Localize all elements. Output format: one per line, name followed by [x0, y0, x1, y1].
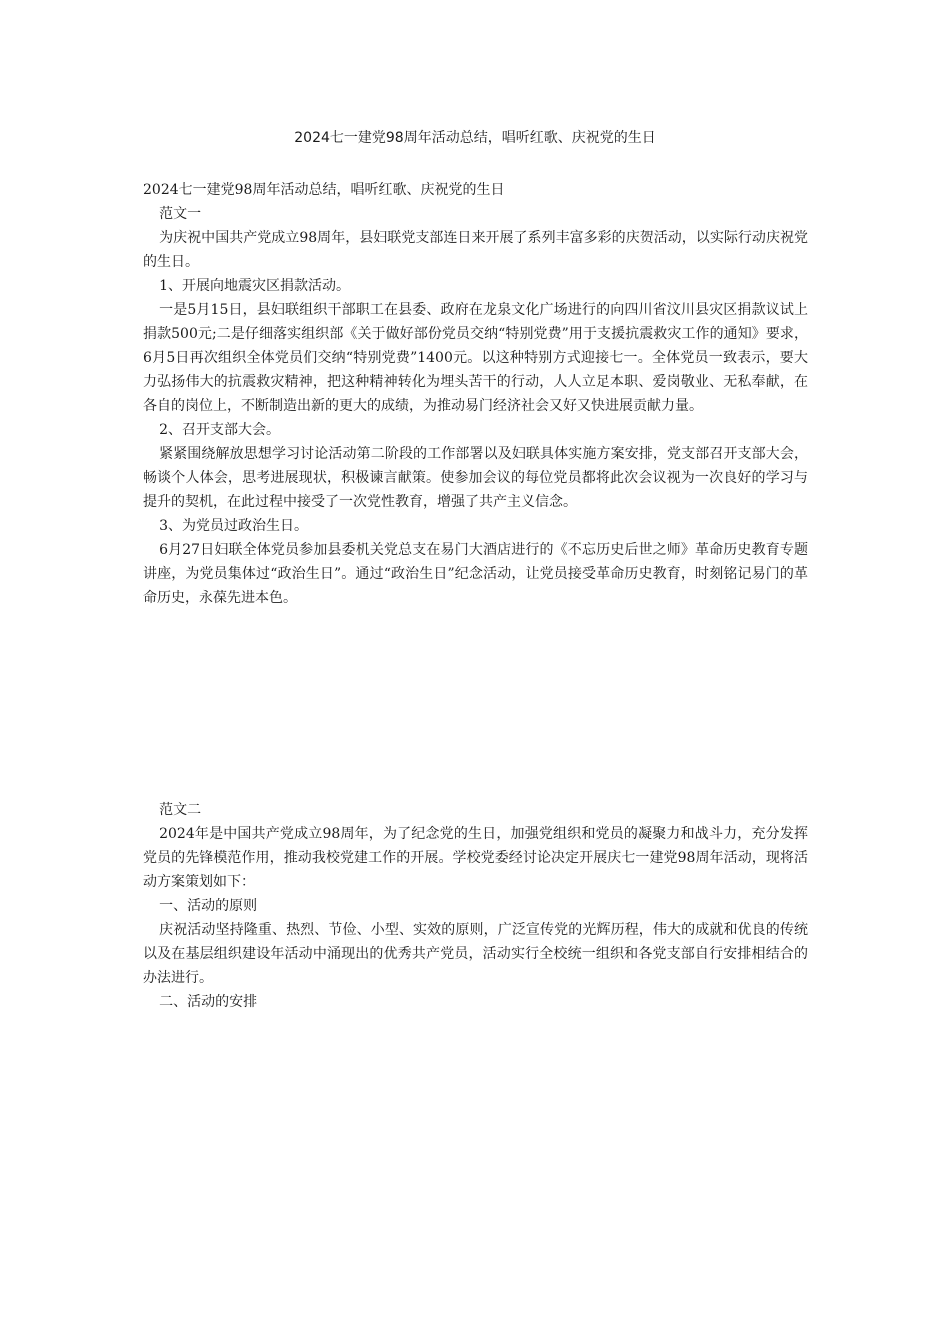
item-one-body: 一是5月15日，县妇联组织干部职工在县委、政府在龙泉文化广场进行的向四川省汶川县灾区捐款议试上捐款500元;二是仔细落实组织部《关于做好部份党员交纳“特别党费”用于支援抗震救灾工作的通知》要求，6月5日再次组织全体党员们交纳“特别党费”1400元。以这种特别方式迎接七一。全体党员一致表示，要大力弘扬伟大的抗震救灾精神，把这种精神转化为埋头苦干的行动，人人立足本职、爱岗敬业、无私奉献，在各自的岗位上，不断制造出新的更大的成绩，为推动易门经济社会又好又快进展贡献力量。 [143, 302, 808, 414]
item-two-body: 紧紧围绕解放思想学习讨论活动第二阶段的工作部署以及妇联具体实施方案安排，党支部召开支部大会，畅谈个人体会，思考进展现状，积极谏言献策。使参加会议的每位党员都将此次会议视为一次良好的学习与提升的契机，在此过程中接受了一次党性教育，增强了共产主义信念。 [143, 446, 808, 510]
item-one-heading: 1、开展向地震灾区捐款活动。 [159, 278, 351, 294]
section-one-heading: 范文一 [159, 206, 202, 222]
section-two-intro: 2024年是中国共产党成立98周年，为了纪念党的生日，加强党组织和党员的凝聚力和战斗力，充分发挥党员的先锋模范作用，推动我校党建工作的开展。学校党委经讨论决定开展庆七一建党98周年活动，现将活动方案策划如下： [143, 826, 808, 890]
item-three-heading: 3、为党员过政治生日。 [159, 518, 309, 534]
section-two-heading: 范文二 [159, 802, 202, 818]
part-two-heading: 二、活动的安排 [159, 994, 258, 1010]
part-one-body: 庆祝活动坚持隆重、热烈、节俭、小型、实效的原则，广泛宣传党的光辉历程，伟大的成就和优良的传统以及在基层组织建设年活动中涌现出的优秀共产党员，活动实行全校统一组织和各党支部自行安排相结合的办法进行。 [143, 922, 808, 986]
item-two-heading: 2、召开支部大会。 [159, 422, 281, 438]
document-title: 2024七一建党98周年活动总结，唱听红歌、庆祝党的生日 [294, 130, 656, 146]
section-two [143, 798, 808, 1014]
part-one-heading: 一、活动的原则 [159, 898, 258, 914]
item-three-body: 6月27日妇联全体党员参加县委机关党总支在易门大酒店进行的《不忘历史后世之师》革命历史教育专题讲座，为党员集体过“政治生日”。通过“政治生日”纪念活动，让党员接受革命历史教育，时刻铭记易门的革命历史，永葆先进本色。 [143, 542, 808, 606]
section-one [143, 178, 808, 610]
section-one-intro: 为庆祝中国共产党成立98周年，县妇联党支部连日来开展了系列丰富多彩的庆贺活动，以实际行动庆祝党的生日。 [143, 230, 808, 270]
document-subtitle: 2024七一建党98周年活动总结，唱听红歌、庆祝党的生日 [143, 182, 505, 198]
